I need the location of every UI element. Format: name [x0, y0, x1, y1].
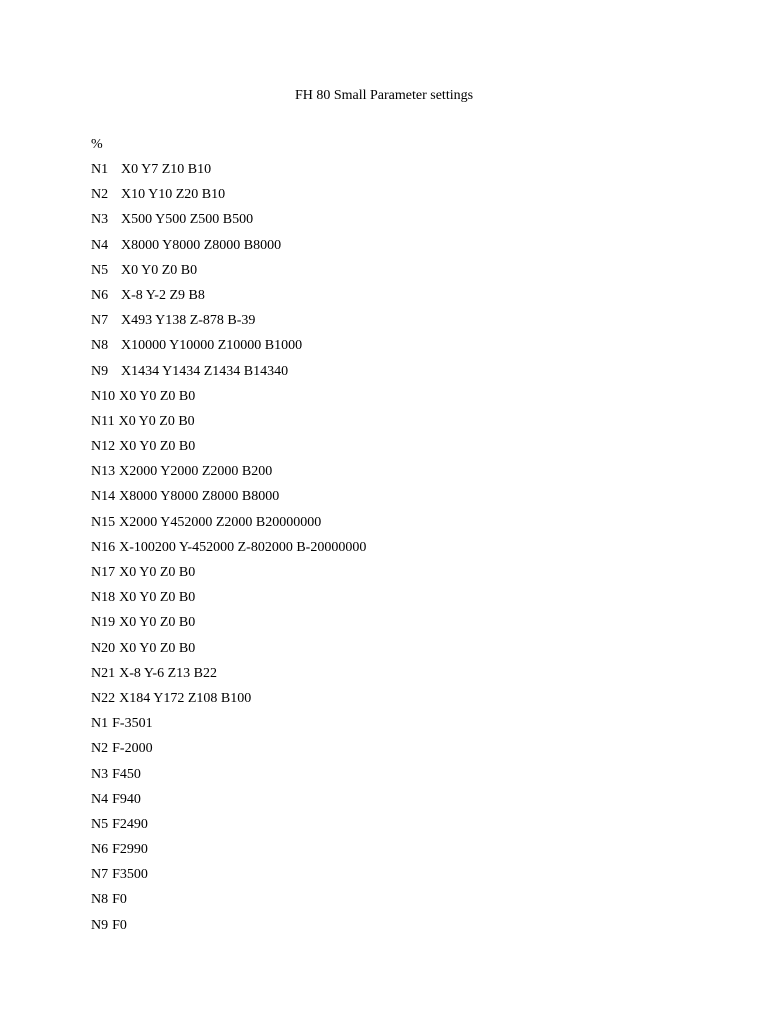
parameter-line — [91, 639, 366, 664]
line-values: X0 Y7 Z10 B10 — [121, 162, 212, 177]
parameter-line — [91, 412, 366, 437]
line-number: N3 — [91, 766, 109, 782]
line-values: X500 Y500 Z500 B500 — [121, 212, 254, 228]
line-values: X1434 Y1434 Z1434 B14340 — [121, 363, 289, 379]
parameter-line — [91, 714, 366, 739]
line-number: N15 — [91, 514, 116, 530]
line-number: N6 — [91, 842, 109, 858]
line-values: X0 Y0 Z0 B0 — [119, 388, 196, 404]
line-values: F3500 — [112, 867, 148, 883]
line-values: X0 Y0 Z0 B0 — [119, 615, 196, 631]
line-values: X0 Y0 Z0 B0 — [119, 439, 196, 455]
parameter-line — [91, 185, 366, 210]
line-values: F450 — [112, 766, 141, 782]
line-values: X0 Y0 Z0 B0 — [119, 590, 196, 606]
line-number: N2 — [91, 187, 109, 203]
line-values: F0 — [112, 892, 127, 908]
parameter-line — [91, 487, 366, 512]
parameter-line — [91, 236, 366, 261]
parameter-line — [91, 664, 366, 689]
line-values: X0 Y0 Z0 B0 — [118, 413, 195, 429]
parameter-line — [91, 437, 366, 462]
parameter-line — [91, 689, 366, 714]
line-number: N16 — [91, 539, 116, 555]
parameter-line — [91, 790, 366, 815]
line-number: N9 — [91, 917, 109, 933]
parameter-line — [91, 890, 366, 915]
line-values: X2000 Y2000 Z2000 B200 — [119, 464, 273, 480]
line-number: N4 — [91, 237, 109, 253]
line-values: X493 Y138 Z-878 B-39 — [121, 313, 256, 329]
parameter-line — [91, 311, 366, 336]
line-number: N3 — [91, 212, 109, 228]
parameter-line — [91, 840, 366, 865]
document-title: FH 80 Small Parameter settings — [294, 88, 474, 103]
parameter-line — [91, 538, 366, 563]
line-number: N20 — [91, 640, 116, 656]
line-values: X184 Y172 Z108 B100 — [119, 690, 252, 706]
line-number: N14 — [91, 489, 116, 505]
parameter-line — [91, 462, 366, 487]
line-values: F-3501 — [112, 716, 153, 732]
parameter-line — [91, 336, 366, 361]
parameter-line — [91, 387, 366, 412]
line-values: F-2000 — [112, 741, 153, 757]
line-number: N5 — [91, 262, 109, 278]
line-number: N12 — [91, 439, 116, 455]
line-values: X0 Y0 Z0 B0 — [119, 640, 196, 656]
line-values: X-8 Y-6 Z13 B22 — [119, 665, 217, 681]
line-number: N8 — [91, 338, 109, 354]
parameter-line — [91, 210, 366, 235]
parameter-line — [91, 916, 366, 941]
line-number: N5 — [91, 816, 109, 832]
line-number: N17 — [91, 565, 116, 580]
parameter-line — [91, 739, 366, 764]
line-number: N1 — [91, 162, 109, 177]
parameter-line — [91, 765, 366, 790]
line-values: X8000 Y8000 Z8000 B8000 — [119, 489, 280, 505]
line-number: N7 — [91, 313, 109, 329]
line-number: N21 — [91, 665, 116, 681]
parameter-line — [91, 513, 366, 538]
line-number: N7 — [91, 867, 109, 883]
parameter-line — [91, 286, 366, 311]
parameter-line — [91, 160, 366, 185]
line-values: X2000 Y452000 Z2000 B20000000 — [119, 514, 322, 530]
parameter-line — [91, 865, 366, 890]
line-values: X10000 Y10000 Z10000 B1000 — [121, 338, 303, 354]
line-values: X8000 Y8000 Z8000 B8000 — [121, 237, 282, 253]
line-values: X10 Y10 Z20 B10 — [121, 187, 226, 203]
percent-marker: % — [91, 137, 103, 152]
parameter-line — [91, 261, 366, 286]
line-values: X-100200 Y-452000 Z-802000 B-20000000 — [119, 539, 367, 555]
parameter-line — [91, 588, 366, 613]
line-number: N19 — [91, 615, 116, 631]
line-number: N1 — [91, 716, 109, 732]
line-number: N10 — [91, 388, 116, 404]
line-values: F0 — [112, 917, 127, 933]
parameter-line — [91, 362, 366, 387]
line-number: N9 — [91, 363, 109, 379]
line-number: N2 — [91, 741, 109, 757]
line-number: N22 — [91, 690, 116, 706]
line-number: N4 — [91, 791, 109, 807]
parameter-list — [91, 160, 366, 941]
line-values: X0 Y0 Z0 B0 — [121, 262, 198, 278]
line-number: N8 — [91, 892, 109, 908]
line-values: X-8 Y-2 Z9 B8 — [121, 287, 205, 303]
parameter-line — [91, 613, 366, 638]
parameter-line — [91, 815, 366, 840]
line-number: N18 — [91, 590, 116, 606]
line-values: F2990 — [112, 842, 148, 858]
line-values: F2490 — [112, 816, 148, 832]
line-number: N13 — [91, 464, 116, 480]
line-values: F940 — [112, 791, 141, 807]
line-values: X0 Y0 Z0 B0 — [119, 565, 196, 580]
parameter-line — [91, 563, 366, 588]
line-number: N6 — [91, 287, 109, 303]
line-number: N11 — [91, 413, 115, 429]
